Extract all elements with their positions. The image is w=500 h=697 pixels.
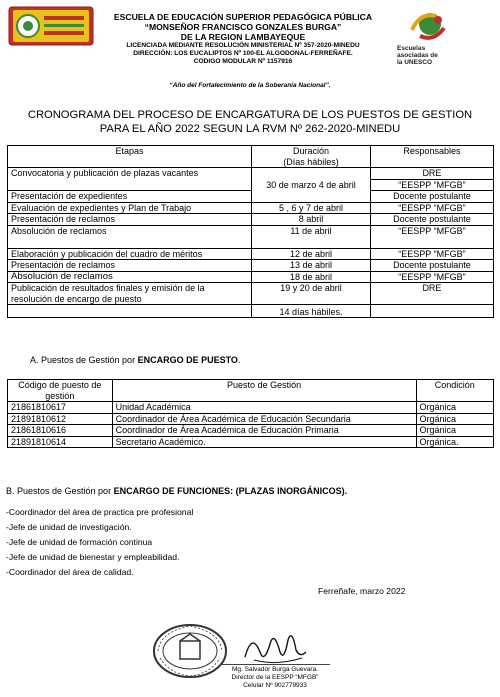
signatory-role: Director de la EESPP “MFGB”: [231, 674, 319, 682]
table-row: Absolución de reclamos 11 de abril “EESPP “MFGB”: [8, 225, 494, 248]
table-row: Presentación de reclamos 13 de abril Docente postulante: [8, 260, 494, 272]
signature-line: [220, 664, 330, 665]
positions-table: [7, 379, 494, 448]
section-a-heading: A. Puestos de Gestión por ENCARGO DE PUESTO.: [30, 355, 241, 365]
table-header-row: [8, 380, 494, 402]
table-row: 21861810616 Coordinador de Área Académica de Educación Primaria Orgánica: [8, 425, 494, 437]
table-row: 21861810617 Unidad Académica Orgánica: [8, 402, 494, 414]
institution-header: [96, 12, 390, 66]
list-item: -Jefe de unidad de bienestar y empleabilidad.: [6, 552, 180, 562]
year-motto: “Año del Fortalecimiento de la Soberanía Nacional”.: [169, 82, 331, 89]
institution-name: ESCUELA DE EDUCACIÓN SUPERIOR PEDAGÓGICA PÚBLICA: [113, 12, 373, 22]
table-row: Absolución de reclamos 18 de abril “EESPP “MFGB”: [8, 271, 494, 283]
table-row: Convocatoria y publicación de plazas vacantes 30 de marzo 4 de abril DRE: [8, 168, 494, 180]
table-row: Presentación de reclamos 8 abril Docente postulante: [8, 214, 494, 226]
col-header-stage: Etapas: [8, 146, 252, 168]
table-row: 21891810614 Secretario Académico. Orgánica.: [8, 436, 494, 448]
col-header-duration: Duración (Días hábiles): [252, 146, 371, 168]
document-title: CRONOGRAMA DEL PROCESO DE ENCARGATURA DE LOS PUESTOS DE GESTION PARA EL AÑO 2022 SEGUN LA RVM Nº 262-2020-MINEDU: [27, 109, 473, 135]
list-item: -Jefe de unidad de investigación.: [6, 522, 132, 532]
institution-patron: “MONSEÑOR FRANCISCO GONZALES BURGA”: [144, 22, 342, 32]
section-b-heading: B. Puestos de Gestión por ENCARGO DE FUNCIONES: (PLAZAS INORGÁNICOS).: [6, 486, 348, 496]
license-line: LICENCIADA MEDIANTE RESOLUCIÓN MINISTERIAL Nº 357-2020-MINEDU: [126, 42, 360, 49]
table-header-row: [8, 146, 494, 168]
signatory-name: Mg. Salvador Burga Guevara.: [232, 666, 318, 673]
signatory-phone: Celular Nº 902779933: [243, 682, 307, 690]
col-header-position: Puesto de Gestión: [112, 380, 416, 402]
total-days: 14 días hábiles.: [252, 305, 371, 318]
col-header-code: Código de puesto de gestión: [8, 380, 113, 402]
table-row: Publicación de resultados finales y emisión de la resolución de encargo de puesto 19 y 20 de abril DRE: [8, 283, 494, 305]
list-item: -Coordinador del área de practica pre profesional: [6, 507, 194, 517]
address-line: DIRECCIÓN: LOS EUCALIPTOS Nº 100-EL ALGODONAL-FERREÑAFE.: [133, 50, 353, 57]
letterhead: [0, 0, 500, 100]
table-row: 21891810612 Coordinador de Área Académica de Educación Secundaria Orgánica: [8, 413, 494, 425]
place-date: Ferreñafe, marzo 2022: [318, 586, 406, 596]
table-total-row: [8, 305, 494, 318]
col-header-condition: Condición: [416, 380, 493, 402]
table-row: Elaboración y publicación del cuadro de méritos 12 de abril “EESPP “MFGB”: [8, 248, 494, 260]
modular-code: CODIGO MODULAR Nº 1157916: [193, 58, 293, 65]
list-item: -Coordinador del área de calidad.: [6, 567, 134, 577]
table-row: Evaluación de expedientes y Plan de Trabajo 5 , 6 y 7 de abril “EESPP “MFGB”: [8, 202, 494, 214]
school-logo-icon: [8, 6, 94, 46]
col-header-responsible: Responsables: [370, 146, 493, 168]
table-row: “EESPP “MFGB”: [8, 179, 494, 191]
institution-region: DE LA REGION LAMBAYEQUE: [180, 32, 306, 42]
functions-list: [6, 505, 193, 580]
table-row: Presentación de expedientes Docente postulante: [8, 191, 494, 203]
unesco-label: Escuelas asociadas de la UNESCO: [397, 45, 438, 66]
schedule-table: [7, 145, 494, 318]
signature-block: [210, 664, 340, 691]
list-item: -Jefe de unidad de formación continua: [6, 537, 153, 547]
